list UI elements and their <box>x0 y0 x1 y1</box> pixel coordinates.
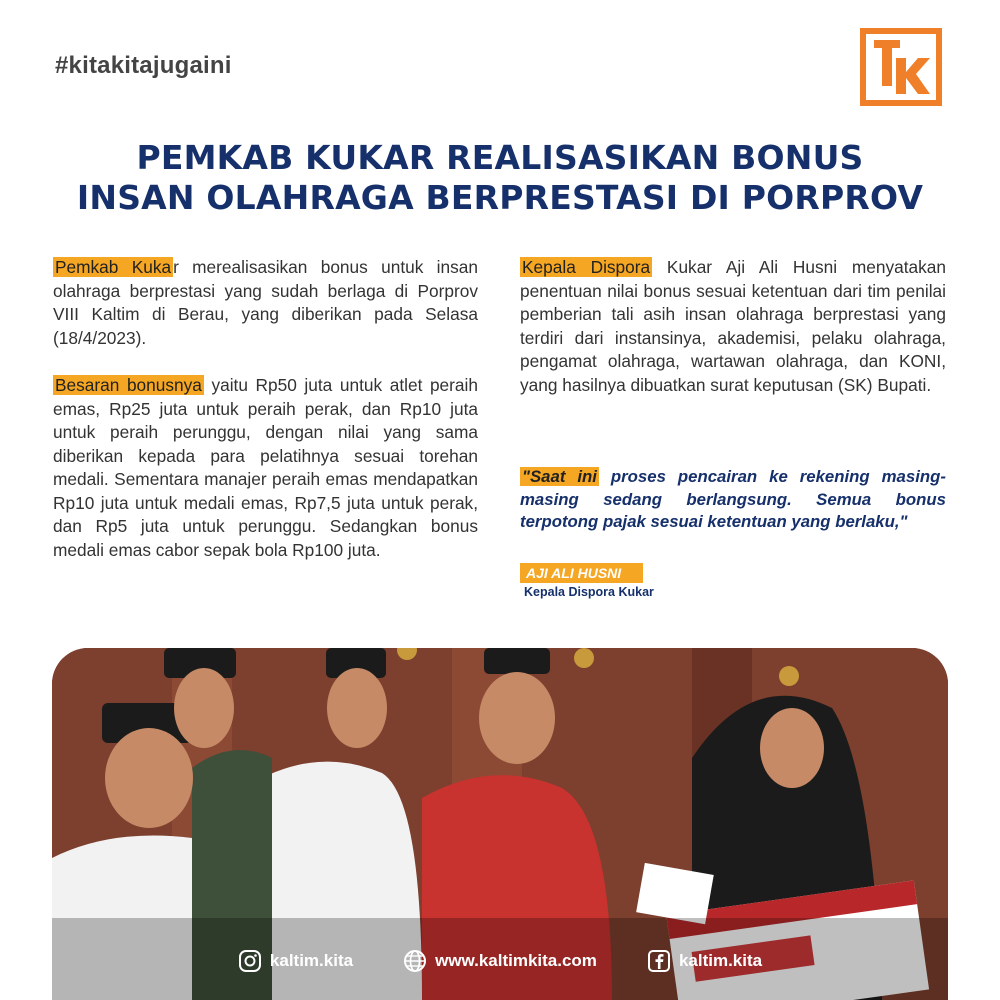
highlight: Kepala Dispora <box>522 257 651 277</box>
website-url: www.kaltimkita.com <box>435 951 597 970</box>
quote <box>520 466 946 534</box>
footer-facebook[interactable] <box>647 949 762 973</box>
right-column <box>520 256 946 397</box>
headline-line-1: PEMKAB KUKAR REALISASIKAN BONUS <box>136 138 864 177</box>
highlight: Besaran bonusnya <box>55 375 202 395</box>
right-paragraph-1 <box>520 256 946 397</box>
hashtag: #kitakitajugaini <box>55 52 232 79</box>
headline <box>40 138 960 218</box>
facebook-handle: kaltim.kita <box>678 951 763 970</box>
paragraph-text: Kukar Aji Ali Husni menyatakan penentuan nilai bonus sesuai ketentuan dari tim penilai pemberian tali asih insan olahraga berprestasi yang terdiri dari instansinya, akademisi, pelaku olahraga, pengamat olahraga, wartawan olahraga, dan KONI, yang hasilnya dibuatkan surat keputusan (SK) Bupati. <box>520 257 946 395</box>
footer-website[interactable] <box>403 949 597 973</box>
globe-icon <box>403 949 427 973</box>
footer-instagram[interactable] <box>238 949 353 973</box>
left-paragraph-2 <box>53 374 478 562</box>
quote-highlight: "Saat ini <box>522 467 597 486</box>
quote-text: proses pencairan ke rekening masing-masing sedang berlangsung. Semua bonus terpotong pajak sesuai ketentuan yang berlaku," <box>520 467 946 531</box>
kk-logo-icon <box>860 28 942 106</box>
headline-line-2: INSAN OLAHRAGA BERPRESTASI DI PORPROV <box>76 178 924 217</box>
speaker-name: AJI ALI HUSNI <box>520 563 643 583</box>
highlight: Pemkab Kuka <box>55 257 172 277</box>
left-column <box>53 256 478 562</box>
paragraph-text: r merealisasikan bonus untuk insan olahraga berprestasi yang sudah berlaga di Porprov VIII Kaltim di Berau, yang diberikan pada Selasa (18/4/2023). <box>53 257 478 348</box>
left-paragraph-1 <box>53 256 478 350</box>
facebook-icon <box>647 949 671 973</box>
instagram-icon <box>238 949 262 973</box>
paragraph-text: yaitu Rp50 juta untuk atlet peraih emas, Rp25 juta untuk peraih perak, dan Rp10 juta untuk peraih perunggu, dengan nilai yang sama diberikan kepada para pelatihnya sesuai torehan medali. Sementara manajer peraih emas mendapatkan Rp10 juta untuk medali emas, Rp7,5 juta untuk perak, dan Rp5 juta untuk perunggu. Sedangkan bonus medali emas cabor sepak bola Rp100 juta. <box>53 375 478 560</box>
footer <box>52 938 948 984</box>
instagram-handle: kaltim.kita <box>269 951 354 970</box>
speaker-role: Kepala Dispora Kukar <box>524 585 654 599</box>
